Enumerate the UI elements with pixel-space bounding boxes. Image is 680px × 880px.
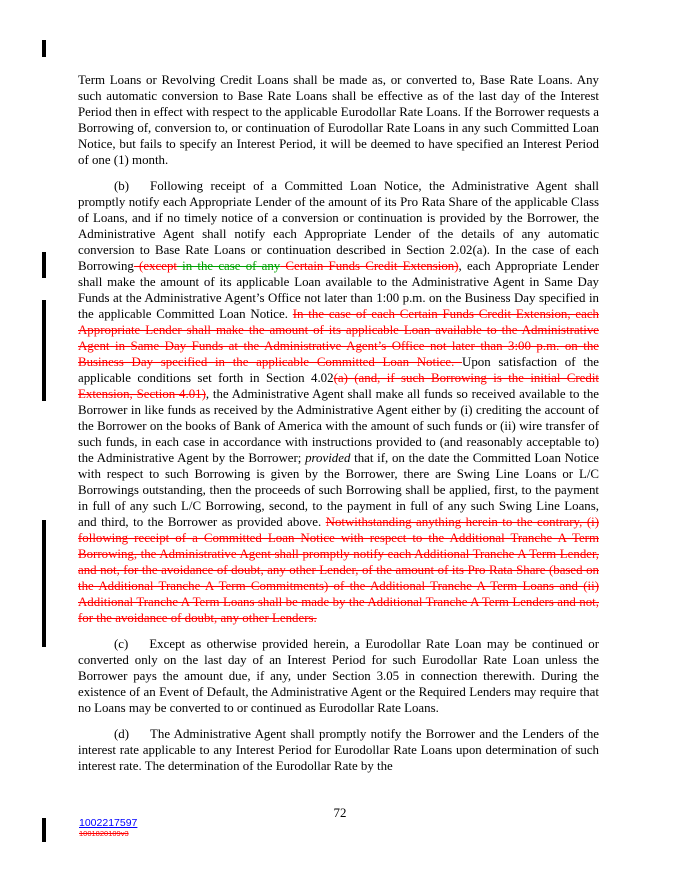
para-c	[78, 636, 599, 716]
text-run-normal: , the Administrative Agent shall make all funds so received available to the Borrower in like funds as received by the Administrative Agent either by (i) crediting the account of the Borrower on the books of Bank of America with the amount of such funds or (ii) wire transfer of such funds, in each case in accordance with instructions provided to (and reasonably acceptable to) the Administrative Agent by the Borrower;	[78, 387, 599, 465]
text-run-normal: , each Appropriate Lender shall make the amount of its applicable Loan available to the Administrative Agent in Same Day Funds at the Administrative Agent’s Office not later than 1:00 p.m. on the Business Day specified in the applicable Committed Loan Notice.	[78, 259, 599, 321]
text-run-normal: Term Loans or Revolving Credit Loans shall be made as, or converted to, Base Rate Loans. Any such automatic conversion to Base Rate Loans shall be effective as of the last day of the Interest Period then in effect with respect to the applicable Eurodollar Rate Loans. If the Borrower requests a Borrowing of, conversion to, or continuation of Eurodollar Rate Loans in any such Committed Loan Notice, but fails to specify an Interest Period, it will be deemed to have specified an Interest Period of one (1) month.	[78, 73, 599, 167]
para-b-label: (b)	[114, 179, 130, 193]
text-run-del-red: Notwithstanding anything herein to the contrary, (i) following receipt of a Committed Loan Notice with respect to the Additional Tranche A Term Borrowing, the Administrative Agent shall promptly notify each Additional Tranche A Term Lender, and not, for the avoidance of doubt, any other Lender, of the amount of its Pro Rata Share (based on the Additional Tranche A Term Commitments) of the Additional Tranche A Term Loans and (ii) Additional Tranche A Term Loans shall be made by the Additional Tranche A Term Lenders and not, for the avoidance of doubt, any other Lenders.	[78, 515, 599, 625]
change-bar	[42, 300, 46, 401]
change-bar	[42, 40, 46, 57]
doc-id-old-deleted: 1001820109v3	[79, 829, 129, 838]
text-run-normal: that if, on the date the Committed Loan Notice with respect to such Borrowing is given by the Borrower, there are Swing Line Loans or L/C Borrowings outstanding, then the proceeds of such Borrowing shall be applied, first, to the payment in full of any such L/C Borrowing, second, to the payment in full of any such Swing Line Loans, and third, to the Borrower as provided above.	[78, 451, 599, 529]
para-d-label: (d)	[114, 727, 130, 741]
para-d	[78, 726, 599, 774]
text-run-del-red: (except	[133, 259, 177, 273]
document-body	[78, 72, 599, 784]
para-intro	[78, 72, 599, 168]
para-b	[78, 178, 599, 626]
para-c-label: (c)	[114, 637, 129, 651]
text-run-italic: provided	[305, 451, 351, 465]
text-run-normal: The Administrative Agent shall promptly notify the Borrower and the Lenders of the interest rate applicable to any Interest Period for Eurodollar Rate Loans upon determination of such interest rate. The determination of the Eurodollar Rate by the	[78, 727, 599, 773]
footer-doc-ids	[79, 817, 137, 838]
text-run-del-red: In the case of each Certain Funds Credit Extension, each Appropriate Lender shall make the amount of its applicable Loan available to the Administrative Agent in Same Day Funds at the Administrative Agent’s Office not later than 3:00 p.m. on the Business Day specified in the applicable Committed Loan Notice.	[78, 307, 599, 369]
text-run-del-red: (a) (and, if such Borrowing is the initial Credit Extension, Section 4.01)	[78, 371, 599, 401]
text-run-del-red: Certain Funds Credit Extension)	[280, 259, 459, 273]
doc-id-link[interactable]: 1002217597	[79, 817, 138, 829]
change-bar	[42, 818, 46, 842]
change-bar	[42, 252, 46, 278]
text-run-normal: Except as otherwise provided herein, a Eurodollar Rate Loan may be continued or converted only on the last day of an Interest Period for such Eurodollar Rate Loan unless the Borrower pays the amount due, if any, under Section 3.05 in connection therewith. During the existence of an Event of Default, the Administrative Agent or the Required Lenders may require that no Loans may be converted to or continued as Eurodollar Rate Loans.	[78, 637, 599, 715]
text-run-normal: Upon satisfaction of the applicable conditions set forth in Section 4.02	[78, 355, 599, 385]
text-run-del-green: in the case of any	[176, 259, 281, 273]
text-run-normal: Following receipt of a Committed Loan Notice, the Administrative Agent shall promptly notify each Appropriate Lender of the amount of its Pro Rata Share of the applicable Class of Loans, and if no timely notice of a conversion or continuation is provided by the Borrower, the Administrative Agent shall notify each Appropriate Lender of the details of any automatic conversion to Base Rate Loans or continuation described in Section 2.02(a). In the case of each Borrowing	[78, 179, 599, 273]
page-number: 72	[333, 806, 347, 820]
change-bar	[42, 520, 46, 647]
